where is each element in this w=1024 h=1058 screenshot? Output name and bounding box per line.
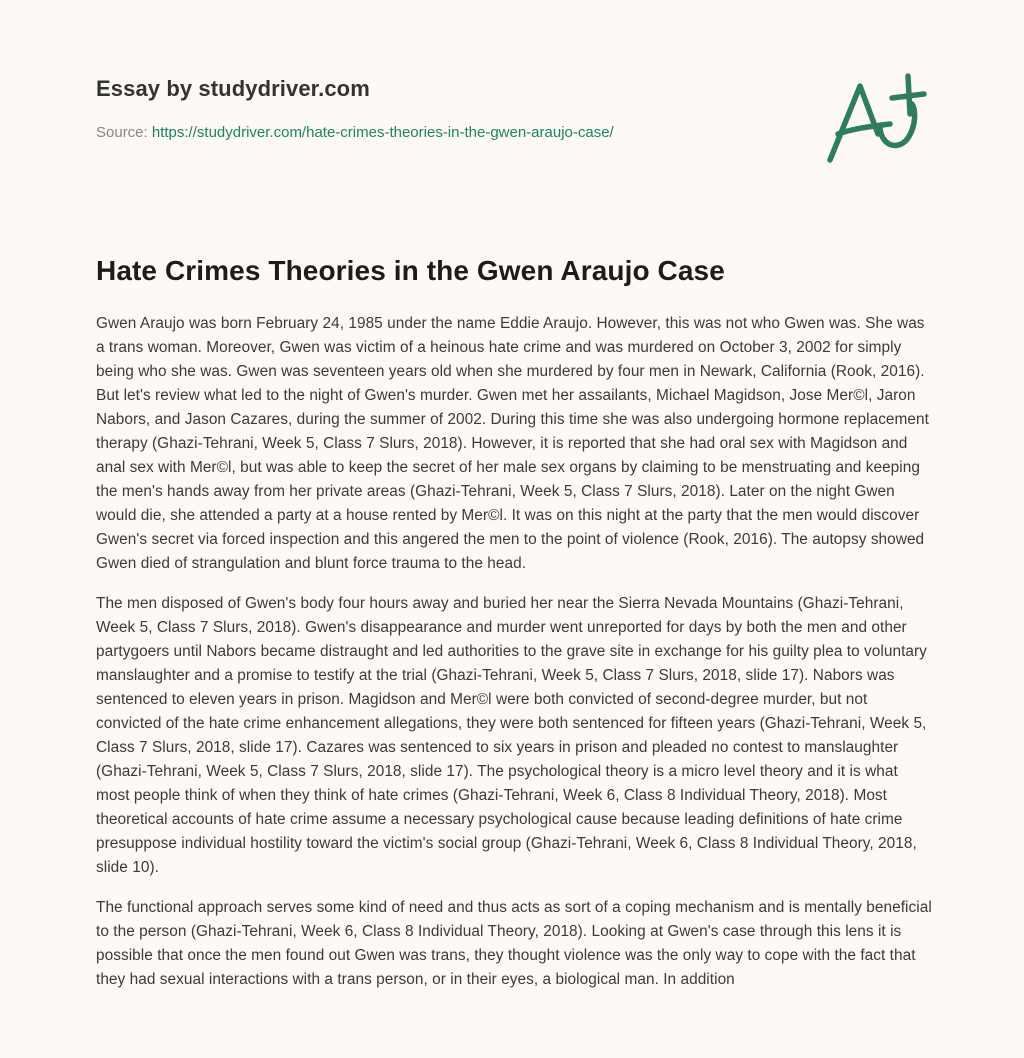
essay-body: [96, 312, 932, 1008]
brand-title: Essay by studydriver.com: [96, 76, 370, 101]
site-header: [96, 76, 916, 141]
essay-title: Hate Crimes Theories in the Gwen Araujo Case: [96, 255, 725, 286]
source-label: Source:: [96, 124, 152, 141]
source-link[interactable]: https://studydriver.com/hate-crimes-theories-in-the-gwen-araujo-case/: [151, 124, 614, 141]
a-plus-grade-icon: [820, 68, 930, 168]
essay-paragraph: The men disposed of Gwen's body four hours away and buried her near the Sierra Nevada Mountains (Ghazi-Tehrani, Week 5, Class 7 Slurs, 2018). Gwen's disappearance and murder went unreported for days by both the men and other partygoers until Nabors became distraught and led authorities to the grave site in exchange for his guilty plea to voluntary manslaughter and a promise to testify at the trial (Ghazi-Tehrani, Week 5, Class 7 Slurs, 2018, slide 17). Nabors was sentenced to eleven years in prison. Magidson and Mer©l were both convicted of second-degree murder, but not convicted of the hate crime enhancement allegations, they were both sentenced for fifteen years (Ghazi-Tehrani, Week 5, Class 7 Slurs, 2018, slide 17). Cazares was sentenced to six years in prison and pleaded no contest to manslaughter (Ghazi-Tehrani, Week 5, Class 7 Slurs, 2018, slide 17). The psychological theory is a micro level theory and it is what most people think of when they think of hate crimes (Ghazi-Tehrani, Week 6, Class 8 Individual Theory, 2018). Most theoretical accounts of hate crime assume a necessary psychological cause because leading definitions of hate crime presuppose individual hostility toward the victim's social group (Ghazi-Tehrani, Week 6, Class 8 Individual Theory, 2018, slide 10).: [96, 595, 927, 876]
essay-paragraph: Gwen Araujo was born February 24, 1985 under the name Eddie Araujo. However, this was not who Gwen was. She was a trans woman. Moreover, Gwen was victim of a heinous hate crime and was murdered on October 3, 2002 for simply being who she was. Gwen was seventeen years old when she murdered by four men in Newark, California (Rook, 2016). But let's review what led to the night of Gwen's murder. Gwen met her assailants, Michael Magidson, Jose Mer©l, Jaron Nabors, and Jason Cazares, during the summer of 2002. During this time she was also undergoing hormone replacement therapy (Ghazi-Tehrani, Week 5, Class 7 Slurs, 2018). However, it is reported that she had oral sex with Magidson and anal sex with Mer©l, but was able to keep the secret of her male sex organs by claiming to be menstruating and keeping the men's hands away from her private areas (Ghazi-Tehrani, Week 5, Class 7 Slurs, 2018). Later on the night Gwen would die, she attended a party at a house rented by Mer©l. It was on this night at the party that the men would discover Gwen's secret via forced inspection and this angered the men to the point of violence (Rook, 2016). The autopsy showed Gwen died of strangulation and blunt force trauma to the head.: [96, 315, 929, 572]
essay-paragraph: The functional approach serves some kind of need and thus acts as sort of a coping mechanism and is mentally beneficial to the person (Ghazi-Tehrani, Week 6, Class 8 Individual Theory, 2018). Looking at Gwen's case through this lens it is possible that once the men found out Gwen was trans, they thought violence was the only way to cope with the fact that they had sexual interactions with a trans person, or in their eyes, a biological man. In addition: [96, 899, 932, 988]
source-line: [96, 124, 614, 141]
